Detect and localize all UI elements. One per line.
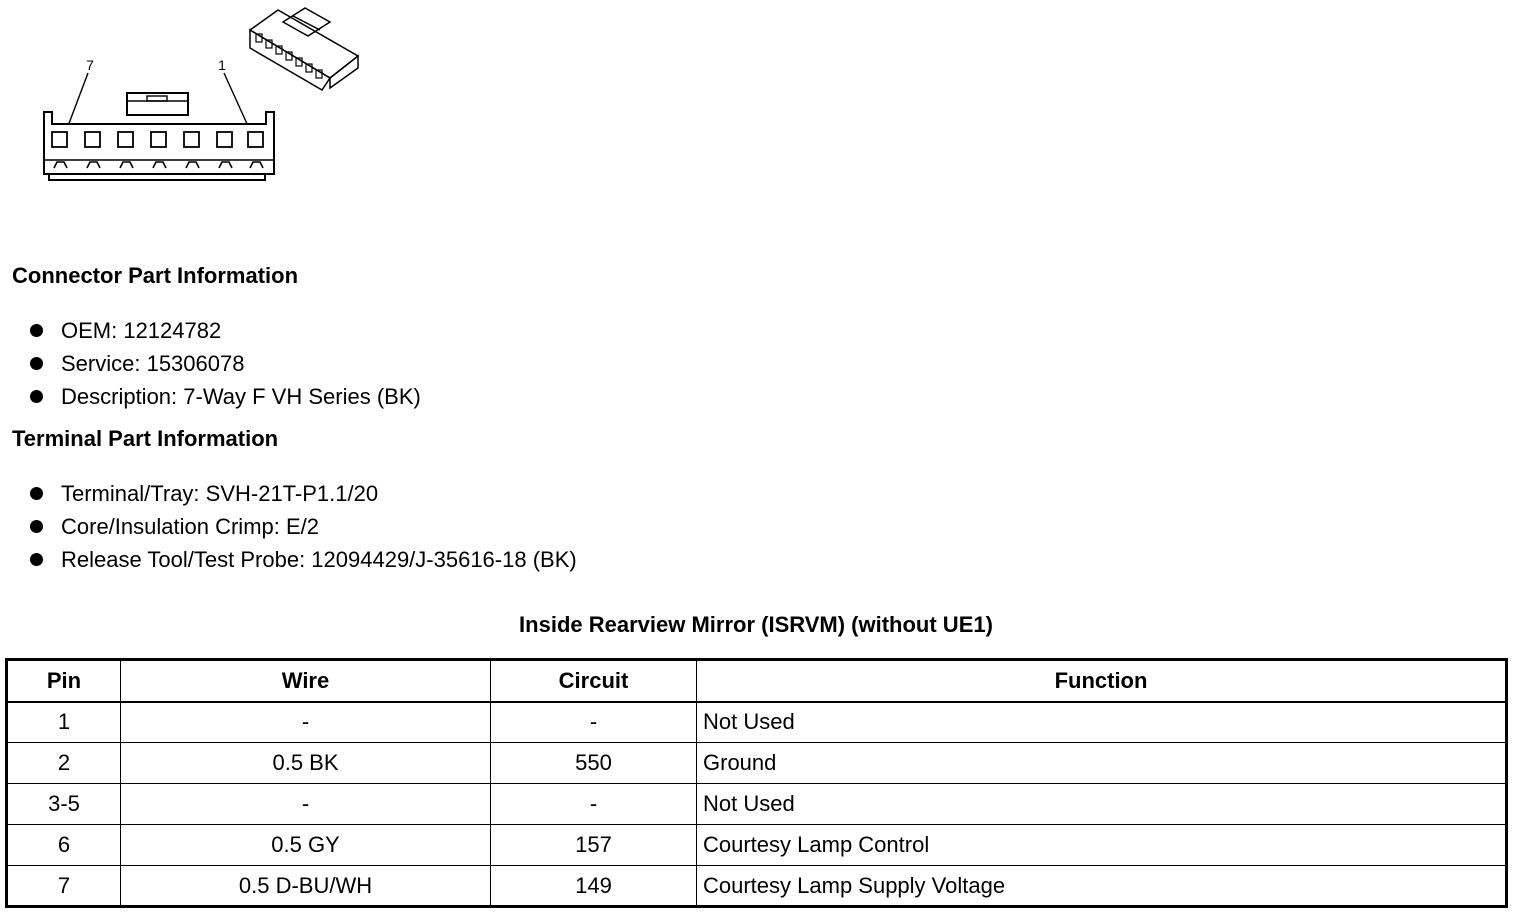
terminal-part-heading: Terminal Part Information bbox=[12, 426, 279, 451]
function-cell: Courtesy Lamp Supply Voltage bbox=[697, 866, 1507, 907]
list-item bbox=[30, 314, 421, 347]
column-header-wire: Wire bbox=[121, 660, 491, 702]
list-item bbox=[30, 347, 421, 380]
service-number: Service: 15306078 bbox=[61, 351, 245, 376]
circuit-cell: 157 bbox=[491, 825, 697, 866]
wire-cell: - bbox=[121, 702, 491, 743]
pin-label-1: 1 bbox=[218, 57, 226, 73]
table-header-row bbox=[7, 660, 1507, 702]
release-tool: Release Tool/Test Probe: 12094429/J-35616-18 (BK) bbox=[61, 547, 577, 572]
bullet-icon bbox=[30, 487, 43, 500]
table-row bbox=[7, 866, 1507, 907]
terminal-part-list bbox=[30, 477, 577, 576]
list-item bbox=[30, 510, 577, 543]
wire-cell: 0.5 GY bbox=[121, 825, 491, 866]
table-row bbox=[7, 743, 1507, 784]
connector-part-list bbox=[30, 314, 421, 413]
function-cell: Ground bbox=[697, 743, 1507, 784]
connector-part-heading: Connector Part Information bbox=[12, 263, 299, 288]
oem-number: OEM: 12124782 bbox=[61, 318, 222, 343]
pin-1-leader bbox=[224, 73, 248, 126]
pin-cell: 7 bbox=[7, 866, 121, 907]
pin-cell: 2 bbox=[7, 743, 121, 784]
pinout-table bbox=[5, 658, 1508, 908]
terminal-tray: Terminal/Tray: SVH-21T-P1.1/20 bbox=[61, 481, 379, 506]
circuit-cell: 149 bbox=[491, 866, 697, 907]
pin-cell: 3-5 bbox=[7, 784, 121, 825]
pin-label-7: 7 bbox=[86, 57, 94, 73]
connector-description: Description: 7-Way F VH Series (BK) bbox=[61, 384, 421, 409]
circuit-cell: - bbox=[491, 702, 697, 743]
pin-7-leader bbox=[68, 73, 88, 126]
column-header-function: Function bbox=[697, 660, 1507, 702]
column-header-pin: Pin bbox=[7, 660, 121, 702]
crimp-info: Core/Insulation Crimp: E/2 bbox=[61, 514, 319, 539]
pin-cell: 6 bbox=[7, 825, 121, 866]
pin-cell: 1 bbox=[7, 702, 121, 743]
column-header-circuit: Circuit bbox=[491, 660, 697, 702]
connector-3d-icon bbox=[250, 8, 358, 90]
bullet-icon bbox=[30, 324, 43, 337]
bullet-icon bbox=[30, 390, 43, 403]
bullet-icon bbox=[30, 553, 43, 566]
table-row bbox=[7, 784, 1507, 825]
wire-cell: - bbox=[121, 784, 491, 825]
bullet-icon bbox=[30, 520, 43, 533]
bullet-icon bbox=[30, 357, 43, 370]
table-row bbox=[7, 825, 1507, 866]
circuit-cell: 550 bbox=[491, 743, 697, 784]
wire-cell: 0.5 BK bbox=[121, 743, 491, 784]
circuit-cell: - bbox=[491, 784, 697, 825]
list-item bbox=[30, 380, 421, 413]
function-cell: Courtesy Lamp Control bbox=[697, 825, 1507, 866]
function-cell: Not Used bbox=[697, 702, 1507, 743]
table-title: Inside Rearview Mirror (ISRVM) (without UE1) bbox=[519, 612, 993, 637]
function-cell: Not Used bbox=[697, 784, 1507, 825]
connector-diagram bbox=[0, 0, 380, 200]
list-item bbox=[30, 477, 577, 510]
wire-cell: 0.5 D-BU/WH bbox=[121, 866, 491, 907]
table-row bbox=[7, 702, 1507, 743]
list-item bbox=[30, 543, 577, 576]
